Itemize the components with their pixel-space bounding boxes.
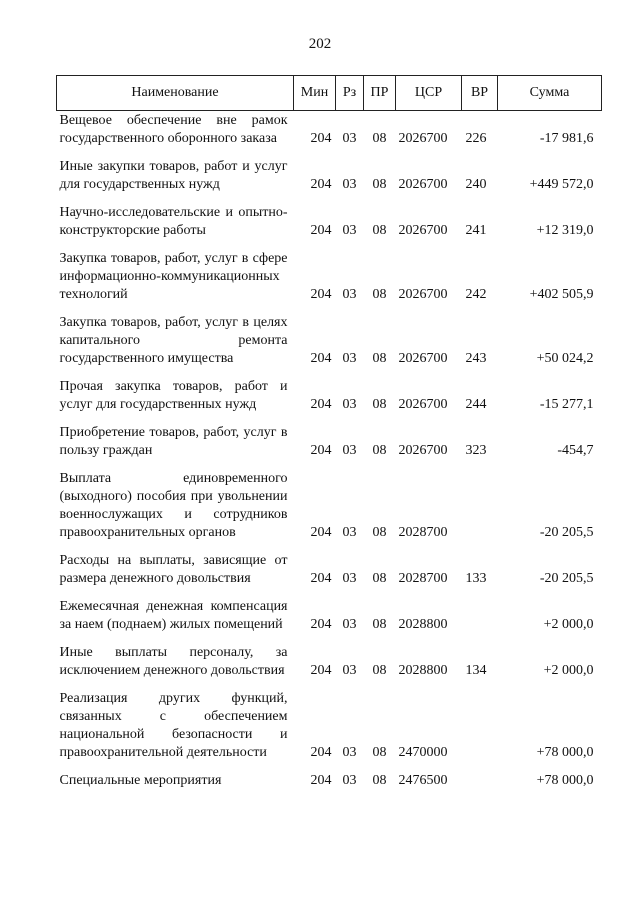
row-sum: +2 000,0 <box>543 617 594 632</box>
header-min: Мин <box>294 76 336 111</box>
row-sum: -454,7 <box>557 443 594 458</box>
row-name: Реализация других функций, связанных с обеспечением национальной безопасности и правоохранительной деятельности <box>59 691 288 760</box>
row-pr: 08 <box>372 131 387 146</box>
row-pr: 08 <box>372 773 387 788</box>
row-min: 204 <box>310 773 332 788</box>
row-min: 204 <box>310 663 332 678</box>
table-row <box>57 374 602 420</box>
row-sum: -15 277,1 <box>539 397 594 412</box>
row-min: 204 <box>310 525 332 540</box>
row-pr: 08 <box>372 443 387 458</box>
row-vr: 134 <box>465 663 487 678</box>
row-vr <box>462 686 498 768</box>
row-vr: 323 <box>465 443 487 458</box>
row-csr: 2026700 <box>398 351 448 366</box>
row-csr: 2026700 <box>398 177 448 192</box>
row-name: Приобретение товаров, работ, услуг в пользу граждан <box>59 425 288 458</box>
row-csr: 2026700 <box>398 131 448 146</box>
page-number: 202 <box>308 36 332 52</box>
header-name: Наименование <box>57 76 294 111</box>
row-name: Расходы на выплаты, зависящие от размера денежного довольствия <box>59 553 288 586</box>
row-pr: 08 <box>372 663 387 678</box>
row-vr: 133 <box>465 571 487 586</box>
table-row <box>57 640 602 686</box>
row-rz: 03 <box>342 571 357 586</box>
row-name: Вещевое обеспечение вне рамок государственного оборонного заказа <box>59 113 288 146</box>
row-csr: 2026700 <box>398 287 448 302</box>
row-sum: -17 981,6 <box>539 131 594 146</box>
row-name: Иные выплаты персоналу, за исключением денежного довольствия <box>59 645 288 678</box>
row-sum: +50 024,2 <box>536 351 594 366</box>
header-rz: Рз <box>336 76 364 111</box>
row-name: Выплата единовременного (выходного) пособия при увольнении военнослужащих и сотрудников правоохранительных органов <box>59 471 288 540</box>
row-csr: 2026700 <box>398 443 448 458</box>
row-min: 204 <box>310 131 332 146</box>
table-row <box>57 154 602 200</box>
row-name: Иные закупки товаров, работ и услуг для государственных нужд <box>59 159 288 192</box>
row-name: Специальные мероприятия <box>59 773 222 788</box>
budget-table <box>56 75 602 796</box>
row-name: Закупка товаров, работ, услуг в сфере информационно-коммуникационных технологий <box>59 251 288 302</box>
row-min: 204 <box>310 223 332 238</box>
row-min: 204 <box>310 351 332 366</box>
row-sum: +78 000,0 <box>536 773 594 788</box>
row-sum: +402 505,9 <box>529 287 594 302</box>
row-rz: 03 <box>342 351 357 366</box>
row-name: Научно-исследовательские и опытно-конструкторские работы <box>59 205 288 238</box>
table-row <box>57 466 602 548</box>
row-pr: 08 <box>372 287 387 302</box>
row-csr: 2028700 <box>398 525 448 540</box>
row-name: Ежемесячная денежная компенсация за наем (поднаем) жилых помещений <box>59 599 288 632</box>
header-csr: ЦСР <box>396 76 462 111</box>
table-body <box>57 111 602 797</box>
row-rz: 03 <box>342 223 357 238</box>
row-vr <box>462 594 498 640</box>
row-name: Закупка товаров, работ, услуг в целях капитального ремонта государственного имущества <box>59 315 288 366</box>
row-sum: +449 572,0 <box>529 177 594 192</box>
row-vr: 226 <box>465 131 487 146</box>
header-vr: ВР <box>462 76 498 111</box>
row-rz: 03 <box>342 397 357 412</box>
row-min: 204 <box>310 177 332 192</box>
row-vr: 241 <box>465 223 487 238</box>
row-pr: 08 <box>372 177 387 192</box>
row-min: 204 <box>310 617 332 632</box>
table-row <box>57 111 602 155</box>
row-vr: 244 <box>465 397 487 412</box>
table-row <box>57 200 602 246</box>
row-sum: +2 000,0 <box>543 663 594 678</box>
row-min: 204 <box>310 287 332 302</box>
table-row <box>57 686 602 768</box>
row-csr: 2470000 <box>398 745 448 760</box>
row-pr: 08 <box>372 351 387 366</box>
row-rz: 03 <box>342 745 357 760</box>
row-min: 204 <box>310 745 332 760</box>
row-vr <box>462 466 498 548</box>
row-vr: 240 <box>465 177 487 192</box>
row-csr: 2476500 <box>398 773 448 788</box>
table-row <box>57 768 602 796</box>
row-name: Прочая закупка товаров, работ и услуг для государственных нужд <box>59 379 288 412</box>
row-vr: 242 <box>465 287 487 302</box>
row-rz: 03 <box>342 773 357 788</box>
row-csr: 2026700 <box>398 223 448 238</box>
table-row <box>57 548 602 594</box>
table-row <box>57 594 602 640</box>
table-header <box>57 76 602 111</box>
table-row <box>57 246 602 310</box>
row-rz: 03 <box>342 177 357 192</box>
header-pr: ПР <box>364 76 396 111</box>
row-sum: -20 205,5 <box>539 525 594 540</box>
row-rz: 03 <box>342 287 357 302</box>
row-csr: 2028700 <box>398 571 448 586</box>
row-vr <box>462 768 498 796</box>
row-pr: 08 <box>372 617 387 632</box>
row-csr: 2028800 <box>398 617 448 632</box>
header-sum: Сумма <box>498 76 602 111</box>
row-rz: 03 <box>342 443 357 458</box>
row-pr: 08 <box>372 223 387 238</box>
row-pr: 08 <box>372 571 387 586</box>
row-rz: 03 <box>342 617 357 632</box>
row-csr: 2026700 <box>398 397 448 412</box>
row-sum: +12 319,0 <box>536 223 594 238</box>
row-pr: 08 <box>372 745 387 760</box>
table-row <box>57 310 602 374</box>
table-row <box>57 420 602 466</box>
row-min: 204 <box>310 397 332 412</box>
row-pr: 08 <box>372 397 387 412</box>
row-csr: 2028800 <box>398 663 448 678</box>
row-min: 204 <box>310 571 332 586</box>
row-min: 204 <box>310 443 332 458</box>
row-sum: -20 205,5 <box>539 571 594 586</box>
row-rz: 03 <box>342 663 357 678</box>
row-pr: 08 <box>372 525 387 540</box>
row-sum: +78 000,0 <box>536 745 594 760</box>
row-rz: 03 <box>342 525 357 540</box>
row-rz: 03 <box>342 131 357 146</box>
row-vr: 243 <box>465 351 487 366</box>
